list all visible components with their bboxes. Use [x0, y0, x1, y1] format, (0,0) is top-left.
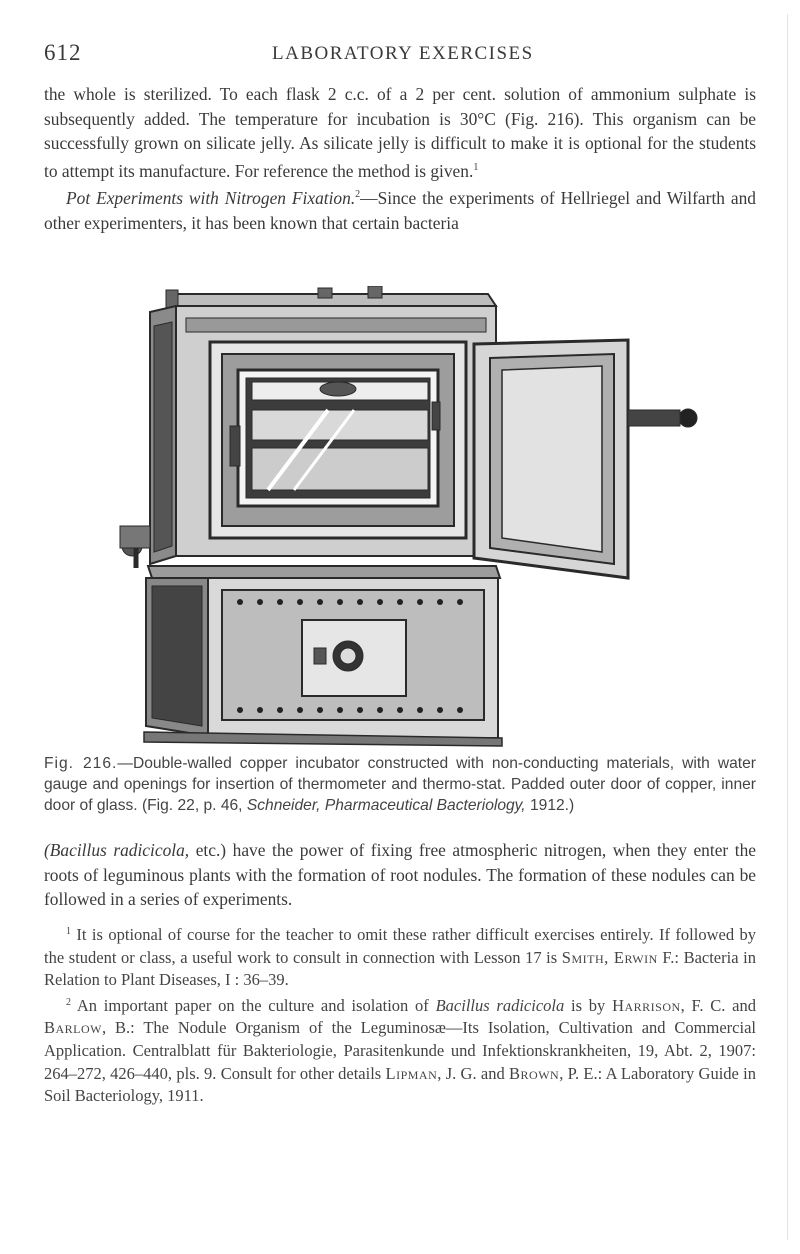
footnote-mark: 1: [66, 926, 71, 937]
footnote-text: , P. E.: A Laboratory Guide in Soil Bacteriology, 1911.: [44, 1063, 756, 1106]
caption-text: —Double-walled copper incubator constructed with non-conducting materials, with water gauge and openings for insertion of thermometer and thermo-stat. Padded outer door of copper, inner door of glass. (Fig. 22, p. 46,: [44, 755, 756, 814]
author-name: Brown: [509, 1063, 560, 1083]
paragraph-text: etc.) have the power of fixing free atmospheric nitrogen, when they enter the roots of leguminous plants with the formation of root nodules. The formation of these nodules can be followed in a series of experiments.: [44, 840, 756, 910]
author-name: Barlow: [44, 1018, 102, 1038]
footnote-text: F.: Bacteria in Relation to Plant Diseases, I : 36–39.: [44, 947, 756, 990]
page-number: 612: [44, 40, 82, 65]
footnote-1: [44, 921, 756, 992]
footnote-ref: 2: [355, 189, 361, 201]
author-name: Lipman: [385, 1063, 438, 1083]
footnote-text: It is optional of course for the teacher to omit these rather difficult exercises entirely. If followed by the student or class, a useful work to consult in connection with Lesson 17 is: [44, 925, 756, 967]
footnotes: [44, 921, 756, 1108]
paragraph-sterilization: [44, 82, 756, 235]
footnote-text: , J. G. and: [437, 1063, 510, 1083]
footnote-text: , B.: The Nodule Organism of the Leguminosæ—Its Isolation, Cultivation and Commercial Application. Centralblatt für Bakteriologie, Parasitenkunde und Infektionskrankheiten, 19, Abt. 2, 1907: 264–272, 426–440, pls. 9. Consult for other details: [44, 1018, 756, 1083]
species-name: Bacillus radicicola: [435, 995, 565, 1015]
footnote-ref: 1: [473, 161, 479, 173]
page-edge: [787, 14, 788, 1240]
page-header: [44, 40, 756, 70]
paragraph-text: —Since the experiments of Hellriegel and Wilfarth and other experimenters, it has been known that certain bacteria: [44, 187, 756, 233]
author-name: Harrison: [612, 995, 681, 1015]
footnote-text: An important paper on the culture and isolation of: [71, 995, 436, 1015]
footnote-mark: 2: [66, 996, 71, 1008]
caption-text-end: 1912.): [525, 797, 575, 814]
species-name: (Bacillus radicicola,: [44, 840, 190, 860]
author-name: Smith, Erwin: [561, 947, 658, 967]
paragraph-bacillus: [44, 838, 756, 912]
running-head: LABORATORY EXERCISES: [272, 43, 534, 64]
paragraph-text: the whole is sterilized. To each flask 2 c.c. of a 2 per cent. solution of ammonium sulphate is subsequently added. The temperature for incubation is 30°C (Fig. 216). This organism can be successfully grown on silicate jelly. As silicate jelly is difficult to make it is optional for the students to attempt its manufacture. For reference the method is given.: [44, 84, 756, 181]
section-heading: Pot Experiments with Nitrogen Fixation.: [66, 187, 356, 208]
footnote-text: , F. C. and: [680, 995, 757, 1015]
figure-label: Fig. 216.: [44, 755, 118, 772]
incubator-illustration: [118, 286, 706, 748]
footnote-2: [44, 992, 756, 1108]
footnote-text: is by: [564, 995, 613, 1015]
caption-citation: Schneider, Pharmaceutical Bacteriology,: [246, 797, 526, 814]
figure-caption: [44, 753, 756, 816]
